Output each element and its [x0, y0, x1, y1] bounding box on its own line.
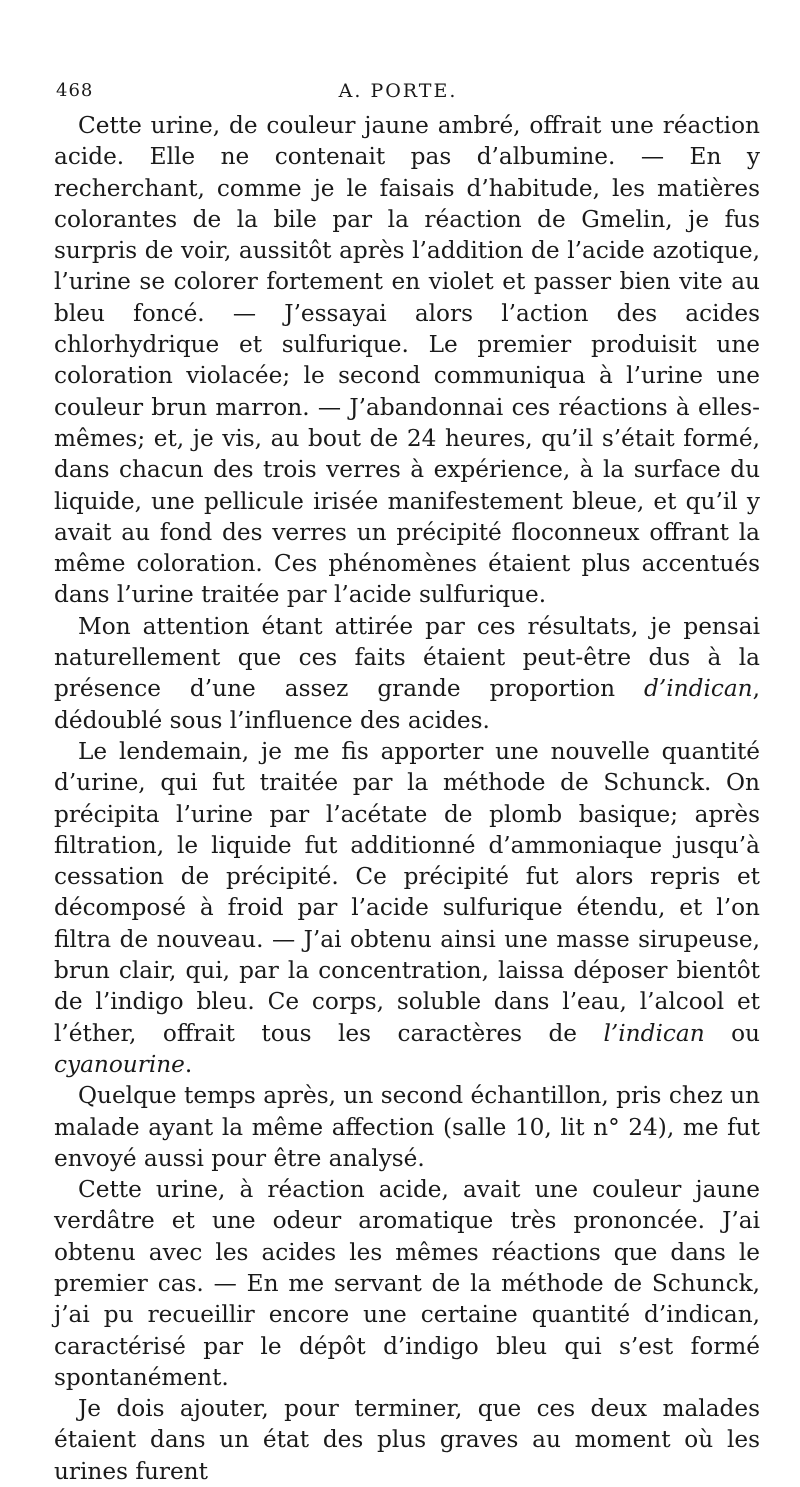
- paragraph: [54, 1080, 760, 1174]
- text-run: , dédoublé sous l’influence des acides.: [54, 675, 760, 734]
- paragraph: [54, 611, 760, 736]
- paragraph: [54, 1393, 760, 1487]
- paragraph: [54, 1174, 760, 1393]
- running-head: [56, 80, 740, 106]
- text-run: Le lendemain, je me fis apporter une nouvelle quantité d’urine, qui fut traitée par la méthode de Schunck. On précipita l’urine par l’acétate de plomb basique; après filtration, le liquide fut additionné d’ammoniaque jusqu’à cessation de précipité. Ce précipité fut alors repris et décomposé à froid par l’acide sulfurique étendu, et l’on filtra de nouveau. — J’ai obtenu ainsi une masse sirupeuse, brun clair, qui, par la concentration, laissa déposer bientôt de l’indigo bleu. Ce corps, soluble dans l’eau, l’alcool et l’éther, offrait tous les caractères de: [54, 737, 760, 1047]
- italic-term: d’indican: [644, 675, 753, 703]
- text-run: Cette urine, à réaction acide, avait une couleur jaune verdâtre et une odeur aromatique très prononcée. J’ai obtenu avec les acides les mêmes réactions que dans le premier cas. — En me servant de la méthode de Schunck, j’ai pu recueillir encore une certaine quantité d’indican, caractérisé par le dépôt d’indigo bleu qui s’est formé spontanément.: [54, 1176, 760, 1391]
- italic-term: cyanourine: [54, 1050, 185, 1078]
- paragraph: [54, 110, 760, 611]
- text-run: Cette urine, de couleur jaune ambré, offrait une réaction acide. Elle ne contenait pas d’albumine. — En y recherchant, comme je le faisais d’habitude, les matières colorantes de la bile par la réaction de Gmelin, je fus surpris de voir, aussitôt après l’addition de l’acide azotique, l’urine se colorer fortement en violet et passer bien vite au bleu foncé. — J’essayai alors l’action des acides chlorhydrique et sulfurique. Le premier produisit une coloration violacée; le second communiqua à l’urine une couleur brun marron. — J’abandonnai ces réactions à elles-mêmes; et, je vis, au bout de 24 heures, qu’il s’était formé, dans chacun des trois verres à expérience, à la surface du liquide, une pellicule irisée manifestement bleue, et qu’il y avait au fond des verres un précipité floconneux offrant la même coloration. Ces phénomènes étaient plus accentués dans l’urine traitée par l’acide sulfurique.: [54, 112, 760, 609]
- italic-term: l’indican: [603, 1019, 705, 1047]
- text-run: Je dois ajouter, pour terminer, que ces deux malades étaient dans un état des plus graves au moment où les urines furent: [54, 1395, 760, 1485]
- text-run: Quelque temps après, un second échantillon, pris chez un malade ayant la même affection (salle 10, lit n° 24), me fut envoyé aussi pour être analysé.: [54, 1082, 760, 1172]
- page-number: 468: [56, 80, 94, 101]
- body-text: [54, 110, 760, 1487]
- text-run: .: [184, 1050, 193, 1078]
- paragraph: [54, 736, 760, 1080]
- text-run: ou: [704, 1019, 760, 1047]
- text-run: Mon attention étant attirée par ces résultats, je pensai naturellement que ces faits étaient peut-être dus à la présence d’une assez grande proportion: [54, 612, 760, 703]
- running-title: A. PORTE.: [338, 80, 458, 102]
